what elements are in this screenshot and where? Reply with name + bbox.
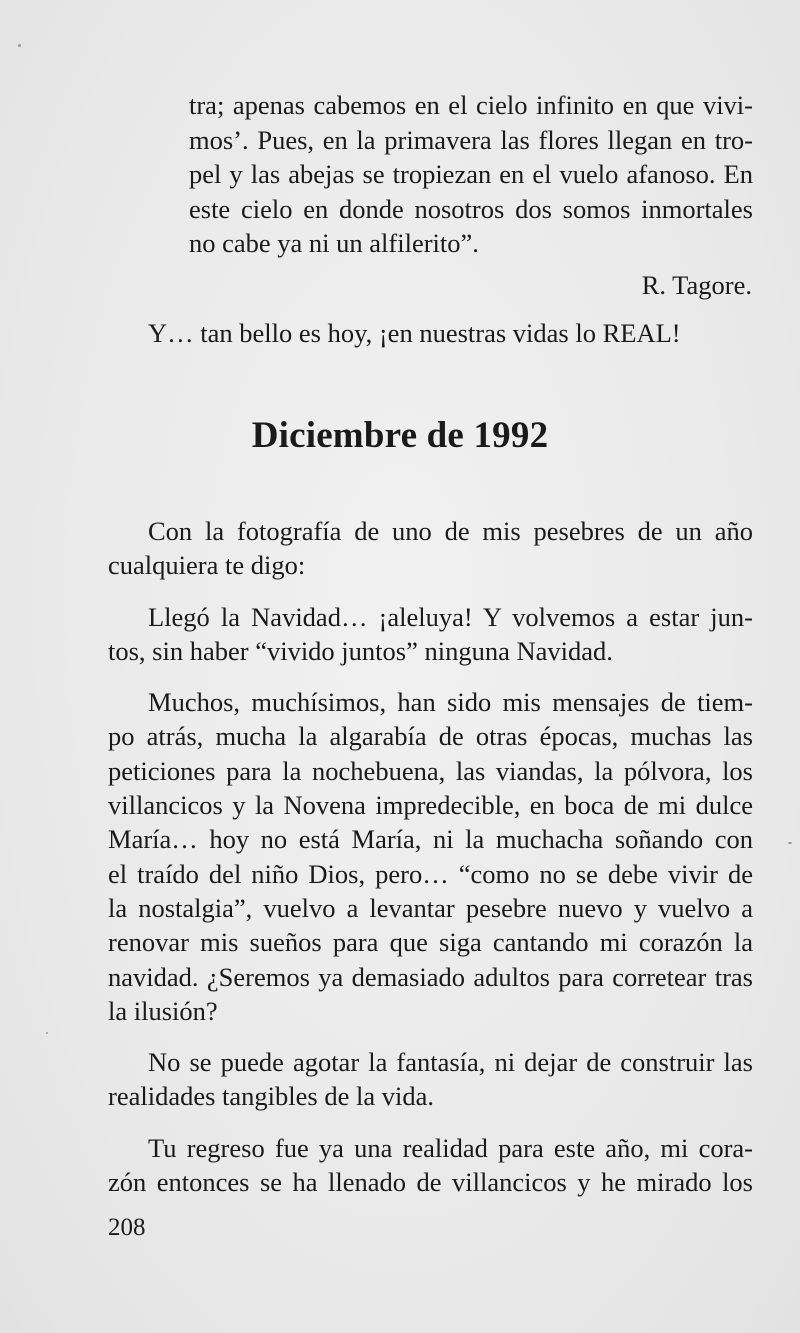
paragraph-line: realidades tangibles de la vida. <box>108 1081 434 1112</box>
paragraph-line: la ilusión? <box>108 995 218 1026</box>
quote-line: este cielo en donde nosotros dos somos inmortales <box>189 193 753 224</box>
paragraph-line: Con la fotografía de uno de mis pesebres de un año <box>148 516 753 546</box>
paragraph <box>108 514 753 583</box>
paragraph-line: Llegó la Navidad… ¡aleluya! Y volvemos a estar jun- <box>148 601 753 632</box>
paragraph-line: renovar mis sueños para que siga cantando mi corazón la <box>108 927 753 958</box>
paragraph <box>108 1131 753 1200</box>
page-number: 208 <box>108 1214 146 1241</box>
paragraph-line: el traído del niño Dios, pero… “como no se debe vivir de <box>108 858 753 889</box>
paragraph-line: cualquiera te digo: <box>108 550 306 581</box>
paragraph <box>108 600 753 669</box>
quote-line: pel y las abejas se tropiezan en el vuelo afanoso. En <box>189 159 753 189</box>
scan-speck <box>18 44 21 47</box>
paragraph-line: Tu regreso fue ya una realidad para este año, mi cora- <box>148 1132 753 1163</box>
paragraph-line: po atrás, mucha la algarabía de otras épocas, muchas las <box>108 721 753 752</box>
paragraph-line: tos, sin haber “vivido juntos” ninguna Navidad. <box>108 635 613 666</box>
paragraph-line: la nostalgia”, vuelvo a levantar pesebre nuevo y vuelvo a <box>108 892 753 923</box>
scan-speck <box>788 842 792 844</box>
paragraph-line: María… hoy no está María, ni la muchacha soñando con <box>108 824 753 855</box>
quote-line: tra; apenas cabemos en el cielo infinito en que vivi- <box>189 90 753 120</box>
paragraph-line: zón entonces se ha llenado de villancicos y he mirado los <box>108 1167 753 1198</box>
quote-line: no cabe ya ni un alfilerito”. <box>189 228 479 258</box>
quote-attribution: R. Tagore. <box>641 270 752 300</box>
paragraph-line: No se puede agotar la fantasía, ni dejar de construir las <box>148 1047 753 1078</box>
body-text <box>108 514 753 1216</box>
closing-line: Y… tan bello es hoy, ¡en nuestras vidas lo REAL! <box>148 318 681 348</box>
paragraph-line: peticiones para la nochebuena, las viandas, la pólvora, los <box>108 755 753 786</box>
scan-speck <box>46 1032 48 1034</box>
quote-line: mos’. Pues, en la primavera las flores llegan en tro- <box>189 124 753 155</box>
paragraph-line: navidad. ¿Seremos ya demasiado adultos para corretear tras <box>108 961 753 992</box>
section-heading: Diciembre de 1992 <box>251 415 549 456</box>
quote-block <box>189 88 753 261</box>
paragraph <box>108 685 753 1028</box>
paragraph-line: villancicos y la Novena impredecible, en boca de mi dulce <box>108 790 753 821</box>
paragraph <box>108 1045 753 1114</box>
paragraph-line: Muchos, muchísimos, han sido mis mensajes de tiem- <box>148 687 753 718</box>
